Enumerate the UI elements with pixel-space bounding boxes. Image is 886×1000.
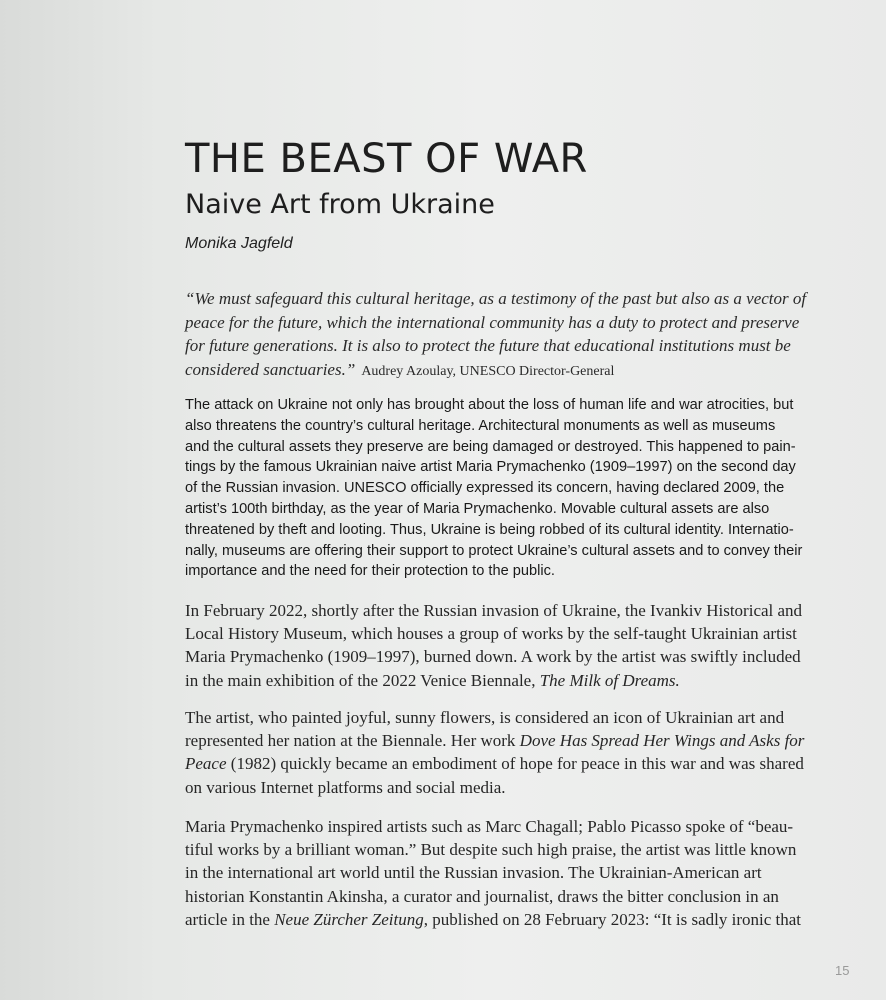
- quote-attribution: Audrey Azoulay, UNESCO Director-General: [361, 363, 615, 379]
- body-paragraph-1: In February 2022, shortly after the Russian invasion of Ukraine, the Ivankiv Historical and Local History Museum, which houses a group of works by the self-taught Ukrainian artist Maria Prymachenko (1909–1997), burned down. A work by the artist was swiftly included in the main exhibition of the 2022 Venice Biennale, The Milk of Dreams.: [185, 601, 803, 690]
- artwork-title: Dove Has Spread Her Wings and Asks for: [519, 731, 805, 751]
- artwork-title-end: Peace: [185, 754, 227, 774]
- author-name: Monika Jagfeld: [185, 235, 293, 252]
- page-number: 15: [835, 963, 850, 978]
- quote-text: “We must safeguard this cultural heritage, as a testimony of the past but also as a vector of peace for the future, which the international community has a duty to protect and preserve for future generations. It is also to protect the future that educational institutions must be considered sanctuaries.”: [185, 289, 807, 379]
- body-paragraph-2: The artist, who painted joyful, sunny flowers, is considered an icon of Ukrainian art and represented her nation at the Biennale. Her work Dove Has Spread Her Wings and Asks for Peace (1982) quickly became an embodiment of hope for peace in this war and was shared on various Internet platforms and social media.: [185, 708, 805, 797]
- article-subtitle: Naive Art from Ukraine: [185, 189, 495, 220]
- abstract-paragraph: The attack on Ukraine not only has brought about the loss of human life and war atrocities, but also threatens the country’s cultural heritage. Architectural monuments as well as museums and the cultural assets they preserve are being damaged or destroyed. This happened to pain- tings by the famous Ukrainian naive artist Maria Prymachenko (1909–1997) on the second day of the Russian invasion. UNESCO officially expressed its concern, having declared 2009, the artist’s 100th birthday, as the year of Maria Prymachenko. Movable cultural assets are also threatened by theft and looting. Thus, Ukraine is being robbed of its cultural identity. Internatio- nally, museums are offering their support to protect Ukraine’s cultural assets and to convey their importance and the need for their protection to the public.: [185, 397, 803, 580]
- body-paragraph-3: Maria Prymachenko inspired artists such as Marc Chagall; Pablo Picasso spoke of “beau- tiful works by a brilliant woman.” But despite such high praise, the artist was little known in the international art world until the Russian invasion. The Ukrainian-American art historian Konstantin Akinsha, a curator and journalist, draws the bitter conclusion in an article in the Neue Zürcher Zeitung, published on 28 February 2023: “It is sadly ironic that: [185, 817, 801, 929]
- exhibition-title: The Milk of Dreams.: [539, 670, 680, 690]
- article-title: THE BEAST OF WAR: [185, 136, 588, 182]
- newspaper-title: Neue Zürcher Zeitung: [274, 909, 424, 929]
- epigraph-quote: [185, 287, 850, 383]
